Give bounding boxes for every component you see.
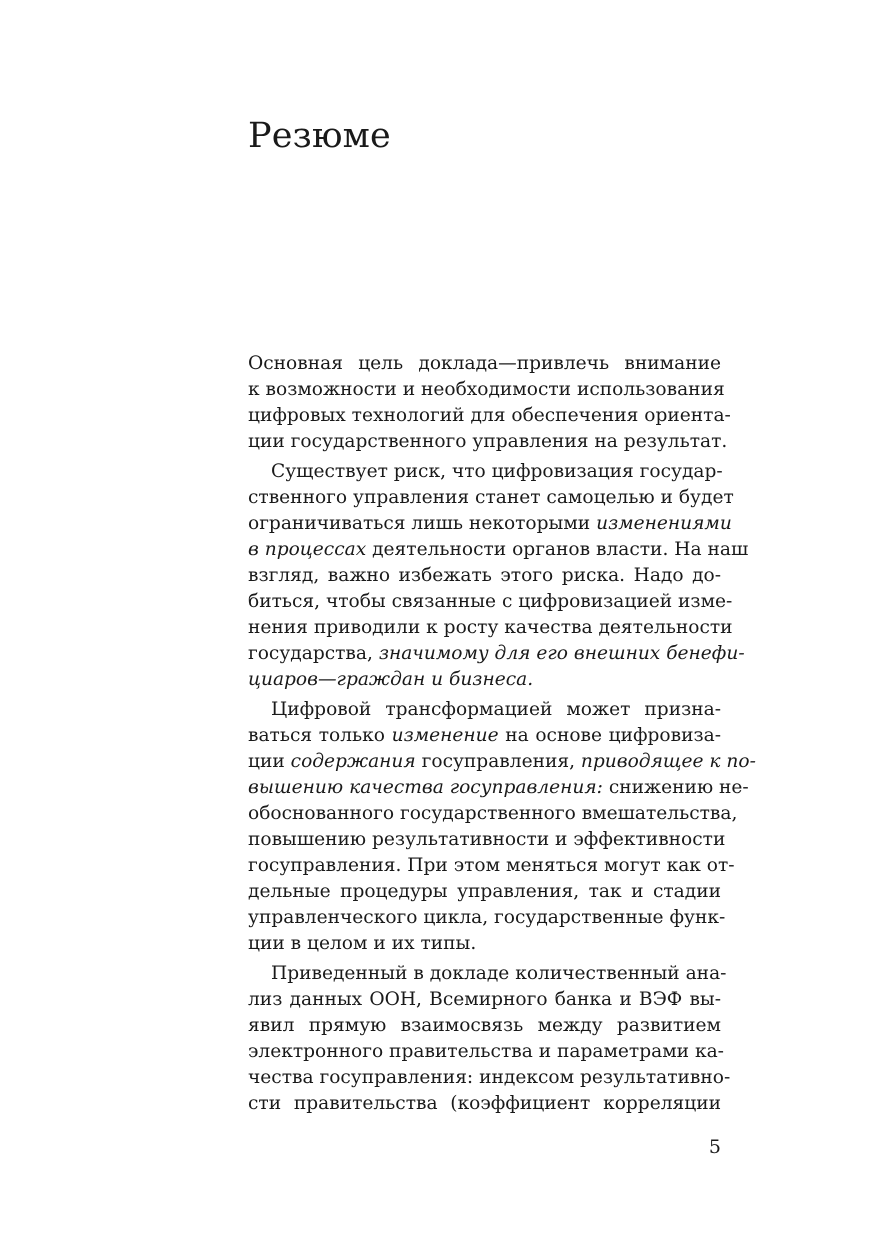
text-segment: повышению результативности и эффективности — [248, 829, 726, 850]
italic-text: приводящее к по- — [580, 750, 756, 772]
page-number: 5 — [708, 1136, 721, 1158]
text-line — [248, 615, 733, 641]
text-segment: явил прямую взаимосвязь между развитием — [248, 1014, 721, 1036]
text-segment: государства, — [248, 643, 379, 665]
italic-text: вышению качества госуправления: — [248, 776, 603, 798]
paragraph — [248, 697, 756, 958]
text-segment: ции в целом и их типы. — [248, 933, 477, 955]
text-line — [248, 749, 756, 775]
text-line — [248, 1091, 721, 1117]
text-line — [248, 697, 721, 723]
text-segment: обоснованного государственного вмешательства, — [248, 802, 738, 824]
text-segment: на основе цифровиза- — [498, 724, 721, 746]
text-line — [248, 563, 721, 589]
text-line — [248, 931, 721, 957]
text-line — [248, 1039, 724, 1065]
text-line — [248, 723, 721, 749]
text-line — [248, 1013, 721, 1039]
italic-text: значимому для его внешних бенефи- — [378, 643, 745, 665]
italic-text: в процессах — [248, 538, 367, 560]
italic-text: циаров—граждан и бизнеса. — [248, 669, 534, 691]
text-line — [248, 511, 732, 537]
italic-text: содержания — [290, 750, 416, 772]
text-segment: управленческого цикла, государственные функ- — [248, 907, 726, 929]
text-segment: лиз данных ООН, Всемирного банка и ВЭФ вы- — [248, 988, 721, 1010]
text-segment: к возможности и необходимости использования — [248, 379, 725, 401]
italic-text: изменение — [391, 724, 499, 746]
text-segment: нения приводили к росту качества деятельности — [248, 617, 733, 639]
text-segment: госуправления. При этом меняться могут как от- — [248, 855, 735, 877]
text-segment: Основная цель доклада—привлечь внимание — [248, 353, 721, 374]
text-segment: ограничиваться лишь некоторыми — [248, 512, 597, 534]
text-segment: цифровых технологий для обеспечения ориента- — [248, 405, 731, 427]
text-segment: снижению не- — [602, 776, 749, 798]
text-segment: ваться только — [248, 724, 392, 746]
text-line — [248, 377, 725, 403]
text-line — [248, 801, 738, 827]
paragraph — [248, 459, 749, 694]
page-title: Резюме — [248, 116, 391, 156]
text-segment: биться, чтобы связанные с цифровизацией изме- — [248, 591, 733, 612]
text-segment: госуправления, — [415, 750, 581, 772]
text-segment: Цифровой трансформацией может призна- — [271, 698, 721, 720]
text-line — [248, 879, 721, 905]
text-line — [248, 459, 721, 485]
text-segment: Приведенный в докладе количественный ана- — [271, 962, 727, 984]
text-segment: ции — [248, 750, 291, 772]
text-segment: взгляд, важно избежать этого риска. Надо до- — [248, 564, 721, 586]
text-line — [248, 905, 726, 931]
italic-text: изменениями — [596, 512, 732, 534]
text-line — [248, 827, 726, 853]
text-line — [248, 987, 721, 1013]
text-segment: деятельности органов власти. На наш — [366, 538, 749, 560]
text-line — [248, 485, 734, 511]
text-segment: ственного управления станет самоцелью и будет — [248, 486, 734, 508]
body-text — [248, 351, 756, 1120]
text-segment: электронного правительства и параметрами ка- — [248, 1040, 724, 1062]
text-line — [248, 589, 733, 615]
text-line — [248, 351, 721, 377]
text-line — [248, 961, 727, 987]
text-segment: ции государственного управления на результат. — [248, 431, 728, 453]
text-segment: дельные процедуры управления, так и стадии — [248, 881, 721, 903]
text-segment: Существует риск, что цифровизация государ- — [271, 460, 723, 482]
text-line — [248, 775, 749, 801]
paragraph — [248, 351, 731, 455]
text-line — [248, 667, 721, 693]
text-segment: чества госуправления: индексом результативно- — [248, 1067, 731, 1088]
text-segment: сти правительства (коэффициент корреляции — [248, 1093, 721, 1115]
text-line — [248, 403, 731, 429]
text-line — [248, 853, 735, 879]
paragraph — [248, 961, 731, 1117]
text-line — [248, 1065, 731, 1091]
text-line — [248, 429, 728, 455]
text-line — [248, 537, 749, 563]
text-line — [248, 641, 745, 667]
